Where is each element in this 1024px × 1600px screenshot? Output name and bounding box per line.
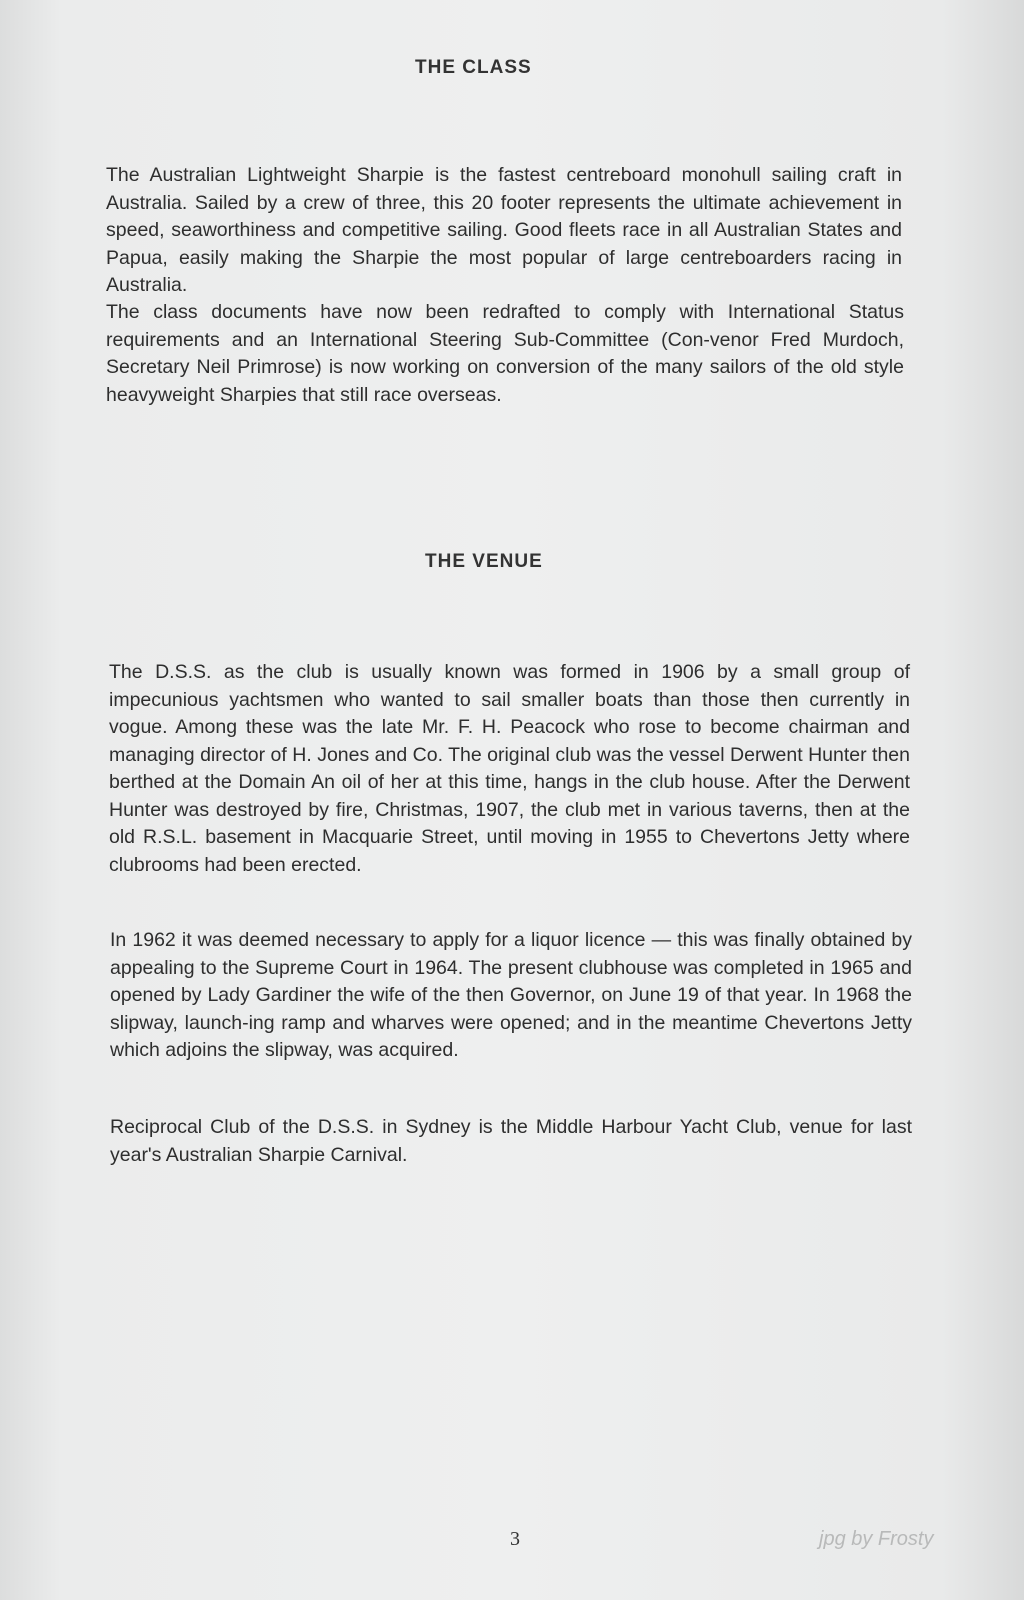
venue-paragraph-3: Reciprocal Club of the D.S.S. in Sydney is the Middle Harbour Yacht Club, venue for last year's Australian Sharpie Carnival. (110, 1116, 912, 1166)
class-paragraph-2: The class documents have now been redrafted to comply with International Status requirements and an International Steering Sub-Committee (Con-venor Fred Murdoch, Secretary Neil Primrose) is now working on conversion of the many sailors of the old style heavyweight Sharpies that still race overseas. (106, 301, 904, 406)
venue-heading: THE VENUE (425, 551, 543, 572)
page-number: 3 (510, 1528, 520, 1550)
venue-paragraph-1: The D.S.S. as the club is usually known was formed in 1906 by a small group of impecunious yachtsmen who wanted to sail smaller boats than those then currently in vogue. Among these was the late Mr. F. H. Peacock who rose to become chairman and managing director of H. Jones and Co. The original club was the vessel Derwent Hunter then berthed at the Domain An oil of her at this time, hangs in the club house. After the Derwent Hunter was destroyed by fire, Christmas, 1907, the club met in various taverns, then at the old R.S.L. basement in Macquarie Street, until moving in 1955 to Chevertons Jetty where clubrooms had been erected. (109, 661, 910, 876)
venue-paragraph-2: In 1962 it was deemed necessary to apply for a liquor licence — this was finally obtained by appealing to the Supreme Court in 1964. The present clubhouse was completed in 1965 and opened by Lady Gardiner the wife of the then Governor, on June 19 of that year. In 1968 the slipway, launch-ing ramp and wharves were opened; and in the meantime Chevertons Jetty which adjoins the slipway, was acquired. (110, 929, 912, 1061)
class-heading: THE CLASS (415, 57, 532, 78)
class-paragraph-1: The Australian Lightweight Sharpie is the fastest centreboard monohull sailing craft in Australia. Sailed by a crew of three, this 20 footer represents the ultimate achievement in speed, seaworthiness and competitive sailing. Good fleets race in all Australian States and Papua, easily making the Sharpie the most popular of large centreboarders racing in Australia. (106, 164, 902, 296)
watermark: jpg by Frosty (819, 1528, 934, 1550)
